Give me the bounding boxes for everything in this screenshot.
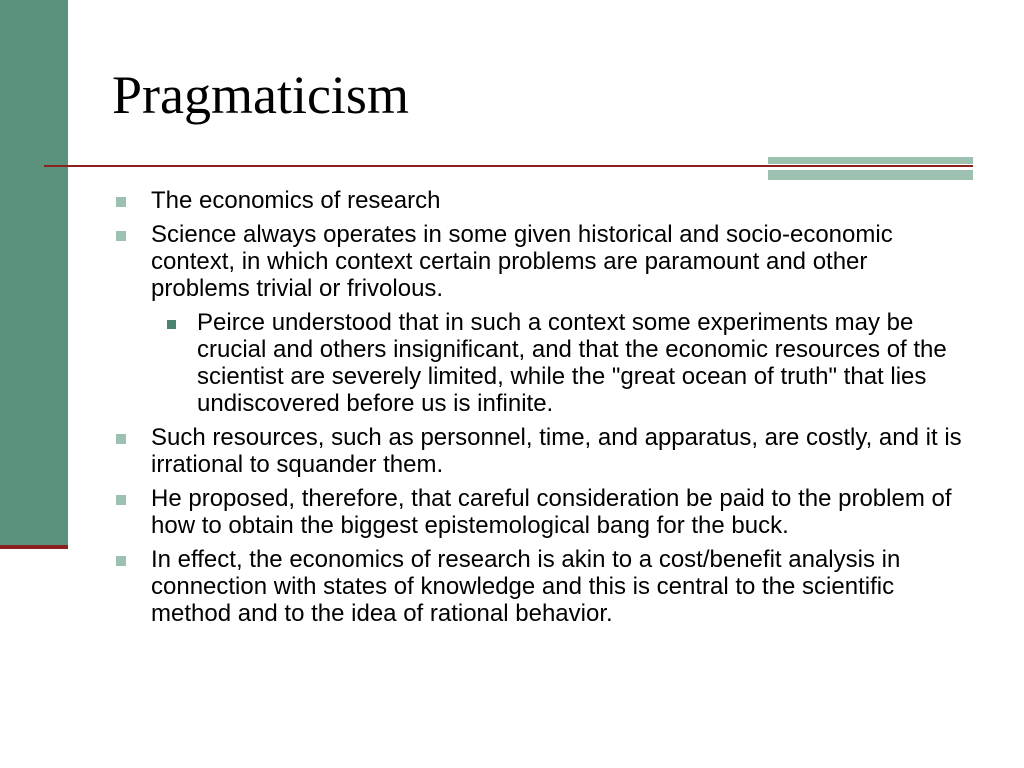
accent-stripe-top [768,157,973,164]
bullet-item [112,546,972,627]
accent-stripe-bottom [768,170,973,180]
square-bullet-icon [116,495,126,505]
bullet-item [112,221,972,302]
bullet-text: Science always operates in some given historical and socio-economic context, in which context certain problems are paramount and other problems trivial or frivolous. [151,221,893,302]
bullet-item [112,485,972,539]
bullet-text: Such resources, such as personnel, time, and apparatus, are costly, and it is irrational to squander them. [151,424,962,478]
bullet-text: He proposed, therefore, that careful consideration be paid to the problem of how to obtain the biggest epistemological bang for the buck. [151,485,952,539]
bullet-item [112,187,972,214]
side-bar-rule [0,545,68,549]
title-divider-rule [44,165,973,167]
slide-title: Pragmaticism [112,65,409,125]
bullet-text: In effect, the economics of research is akin to a cost/benefit analysis in connection with states of knowledge and this is central to the scientific method and to the idea of rational behavior. [151,546,901,627]
side-color-bar [0,0,68,545]
square-bullet-icon [116,197,126,207]
sub-bullet-item [112,309,972,417]
bullet-list [112,187,972,627]
bullet-text: The economics of research [151,187,441,214]
slide-body [112,180,972,627]
bullet-item [112,424,972,478]
square-bullet-icon [116,556,126,566]
square-bullet-icon [116,231,126,241]
square-sub-bullet-icon [167,320,176,329]
bullet-text: Peirce understood that in such a context some experiments may be crucial and others insignificant, and that the economic resources of the scientist are severely limited, while the "great ocean of truth" that lies undiscovered before us is infinite. [197,309,947,417]
square-bullet-icon [116,434,126,444]
